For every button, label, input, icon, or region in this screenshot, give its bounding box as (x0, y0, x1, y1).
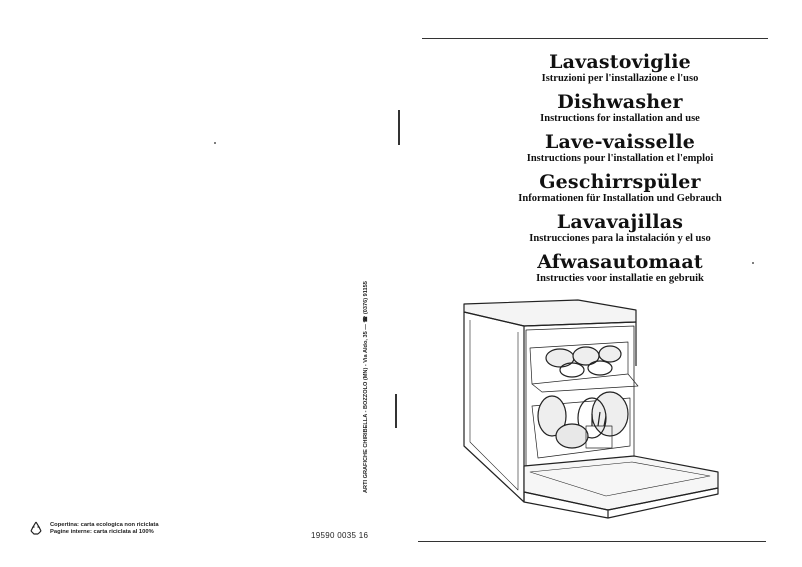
title-it: Lavastoviglie (549, 51, 691, 73)
subtitle-en: Instructions for installation and use (540, 113, 700, 124)
title-nl: Afwasautomaat (537, 251, 703, 273)
recycle-note-cover: Copertina: carta ecologica non riciclata (50, 522, 159, 528)
fold-mark-bottom (395, 394, 397, 428)
subtitle-fr: Instructions pour l'installation et l'emploi (526, 153, 714, 164)
recycle-note (50, 522, 159, 536)
subtitle-de: Informationen für Installation und Gebrauch (518, 193, 722, 204)
subtitle-nl: Instructies voor installatie en gebruik (536, 273, 704, 284)
recycle-icon (28, 520, 44, 536)
title-block-nl (470, 252, 770, 285)
printer-info (360, 281, 372, 500)
subtitle-it: Istruzioni per l'installazione e l'uso (541, 73, 699, 84)
title-block-de (470, 172, 770, 205)
title-stack (470, 52, 770, 292)
printer-info-text: ARTI GRAFICHE CHIRIBELLA - BOZZOLO (MN) - Via Aldo, 35 — ☎ (0376) 91155 (363, 281, 369, 493)
bottom-rule (418, 541, 766, 542)
recycle-note-pages: Pagine interne: carta riciclata al 100% (50, 529, 154, 535)
subtitle-es: Instrucciones para la instalación y el uso (529, 233, 711, 244)
title-block-it (470, 52, 770, 85)
fold-mark-top (398, 110, 400, 145)
title-en: Dishwasher (557, 91, 683, 113)
title-block-es (470, 212, 770, 245)
title-block-en (470, 92, 770, 125)
title-de: Geschirrspüler (539, 171, 701, 193)
top-rule (422, 38, 768, 39)
title-es: Lavavajillas (556, 211, 684, 233)
dishwasher-illustration (460, 296, 722, 522)
title-block-fr (470, 132, 770, 165)
print-speck (214, 142, 216, 144)
catalog-number: 19590 0035 16 (311, 531, 369, 540)
title-fr: Lave-vaisselle (544, 131, 696, 153)
